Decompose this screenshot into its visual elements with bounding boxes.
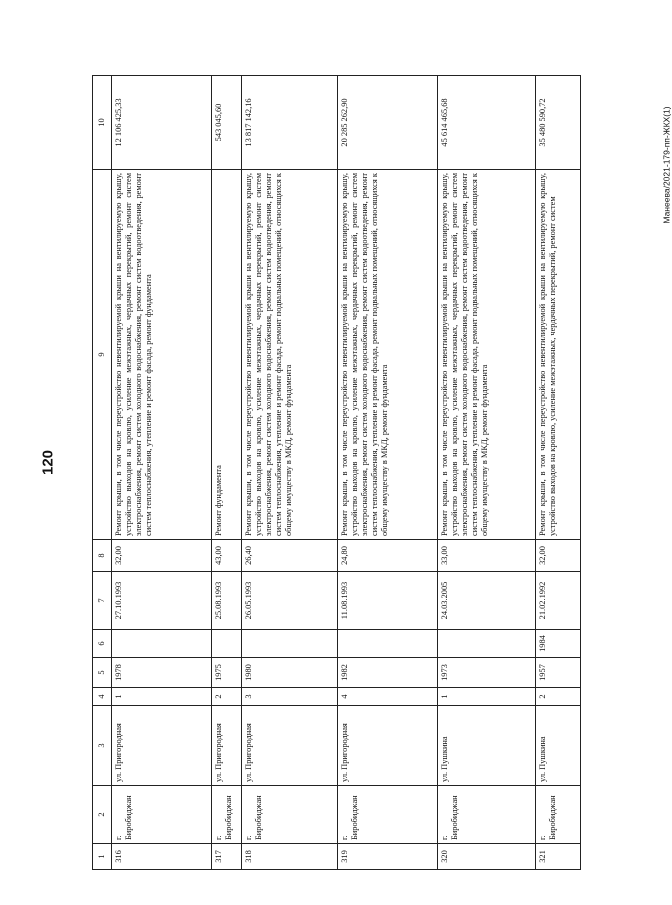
- header-cell: 10: [93, 76, 112, 170]
- housing-registry-table: [92, 75, 581, 870]
- cost-amount: 20 285 262,90: [338, 76, 438, 170]
- page-number: 120: [39, 449, 57, 476]
- year-built: 1957: [536, 658, 581, 688]
- row-number: 317: [212, 844, 242, 870]
- header-cell: 5: [93, 658, 112, 688]
- header-cell: 3: [93, 706, 112, 786]
- wear-percent: 24,80: [338, 540, 438, 572]
- wear-percent: 32,00: [536, 540, 581, 572]
- wear-percent: 43,00: [212, 540, 242, 572]
- city: г. Биробиджан: [242, 786, 338, 844]
- year-overhaul: [338, 630, 438, 658]
- header-cell: 7: [93, 572, 112, 630]
- header-cell: 8: [93, 540, 112, 572]
- street: ул. Пушкина: [536, 706, 581, 786]
- works-description: Ремонт крыши, в том числе переустройство невентилируемой крыши на вентилируемую крышу, устройство выходов на кровлю, усиление межэтажных, чердачных перекрытий, ремонт систем электроснабжения, ремонт систем холодного водоснабжения, ремонт систем водоотведения, ремонт систем теплоснабжения, утепление и ремонт фасада, ремонт подвальных помещений, относящихся к общему имуществу в МКД, ремонт фундамента: [338, 170, 438, 540]
- date: 11.08.1993: [338, 572, 438, 630]
- header-row: [93, 76, 112, 870]
- wear-percent: 26,40: [242, 540, 338, 572]
- street: ул. Пригородная: [112, 706, 212, 786]
- street: ул. Пушкина: [438, 706, 536, 786]
- date: 24.03.2005: [438, 572, 536, 630]
- works-description: Ремонт фундамента: [212, 170, 242, 540]
- city: г. Биробиджан: [112, 786, 212, 844]
- date: 25.08.1993: [212, 572, 242, 630]
- city: г. Биробиджан: [212, 786, 242, 844]
- row-number: 316: [112, 844, 212, 870]
- row-number: 319: [338, 844, 438, 870]
- header-cell: 6: [93, 630, 112, 658]
- city: г. Биробиджан: [338, 786, 438, 844]
- date: 27.10.1993: [112, 572, 212, 630]
- year-overhaul: [112, 630, 212, 658]
- header-cell: 2: [93, 786, 112, 844]
- street: ул. Пригородная: [338, 706, 438, 786]
- works-description: Ремонт крыши, в том числе переустройство невентилируемой крыши на вентилируемую крышу, устройство выходов на кровлю, усиление межэтажных, чердачных перекрытий, ремонт систем электроснабжения, ремонт систем холодного водоснабжения, ремонт систем водоотведения, ремонт систем теплоснабжения, утепление и ремонт фасада, ремонт подвальных помещений, относящихся к общему имуществу в МКД, ремонт фундамента: [438, 170, 536, 540]
- table-row: [536, 76, 581, 870]
- year-overhaul: 1984: [536, 630, 581, 658]
- document-code: Манеева/2021-179-пп-ЖКХ(1): [661, 106, 672, 224]
- wear-percent: 33,00: [438, 540, 536, 572]
- house-number: 1: [438, 688, 536, 706]
- year-overhaul: [438, 630, 536, 658]
- date: 26.05.1993: [242, 572, 338, 630]
- table-row: [112, 76, 212, 870]
- year-built: 1975: [212, 658, 242, 688]
- table-row: [242, 76, 338, 870]
- header-cell: 9: [93, 170, 112, 540]
- cost-amount: 12 106 425,33: [112, 76, 212, 170]
- year-overhaul: [212, 630, 242, 658]
- year-built: 1982: [338, 658, 438, 688]
- year-built: 1980: [242, 658, 338, 688]
- city: г. Биробиджан: [438, 786, 536, 844]
- works-description: Ремонт крыши, в том числе переустройство невентилируемой крыши на вентилируемую крышу, устройство выходов на кровлю, усиление межэтажных, чердачных перекрытий, ремонт систем электроснабжения, ремонт систем холодного водоснабжения, ремонт систем водоотведения, ремонт систем теплоснабжения, утепление и ремонт фасада, ремонт подвальных помещений, относящихся к общему имуществу в МКД, ремонт фундамента: [242, 170, 338, 540]
- header-cell: 4: [93, 688, 112, 706]
- works-description: Ремонт крыши, в том числе переустройство невентилируемой крыши на вентилируемую крышу, устройство выходов на кровлю, усиление межэтажных, чердачных перекрытий, ремонт систем: [536, 170, 581, 540]
- house-number: 2: [536, 688, 581, 706]
- row-number: 318: [242, 844, 338, 870]
- house-number: 4: [338, 688, 438, 706]
- rotated-table-wrapper: [92, 76, 577, 870]
- year-built: 1973: [438, 658, 536, 688]
- cost-amount: 543 045,60: [212, 76, 242, 170]
- table-row: [438, 76, 536, 870]
- house-number: 1: [112, 688, 212, 706]
- header-cell: 1: [93, 844, 112, 870]
- year-overhaul: [242, 630, 338, 658]
- year-built: 1978: [112, 658, 212, 688]
- table-row: [338, 76, 438, 870]
- city: г. Биробиджан: [536, 786, 581, 844]
- street: ул. Пригородная: [212, 706, 242, 786]
- house-number: 3: [242, 688, 338, 706]
- cost-amount: 13 817 142,16: [242, 76, 338, 170]
- works-description: Ремонт крыши, в том числе переустройство невентилируемой крыши на вентилируемую крышу, устройство выходов на кровлю, усиление межэтажных, чердачных перекрытий, ремонт систем электроснабжения, ремонт систем холодного водоснабжения, ремонт систем водоотведения, ремонт систем теплоснабжения, утепление и ремонт фасада, ремонт фундамента: [112, 170, 212, 540]
- date: 21.02.1992: [536, 572, 581, 630]
- cost-amount: 35 480 590,72: [536, 76, 581, 170]
- table-row: [212, 76, 242, 870]
- row-number: 321: [536, 844, 581, 870]
- street: ул. Пригородная: [242, 706, 338, 786]
- cost-amount: 45 614 465,68: [438, 76, 536, 170]
- row-number: 320: [438, 844, 536, 870]
- wear-percent: 32,00: [112, 540, 212, 572]
- house-number: 2: [212, 688, 242, 706]
